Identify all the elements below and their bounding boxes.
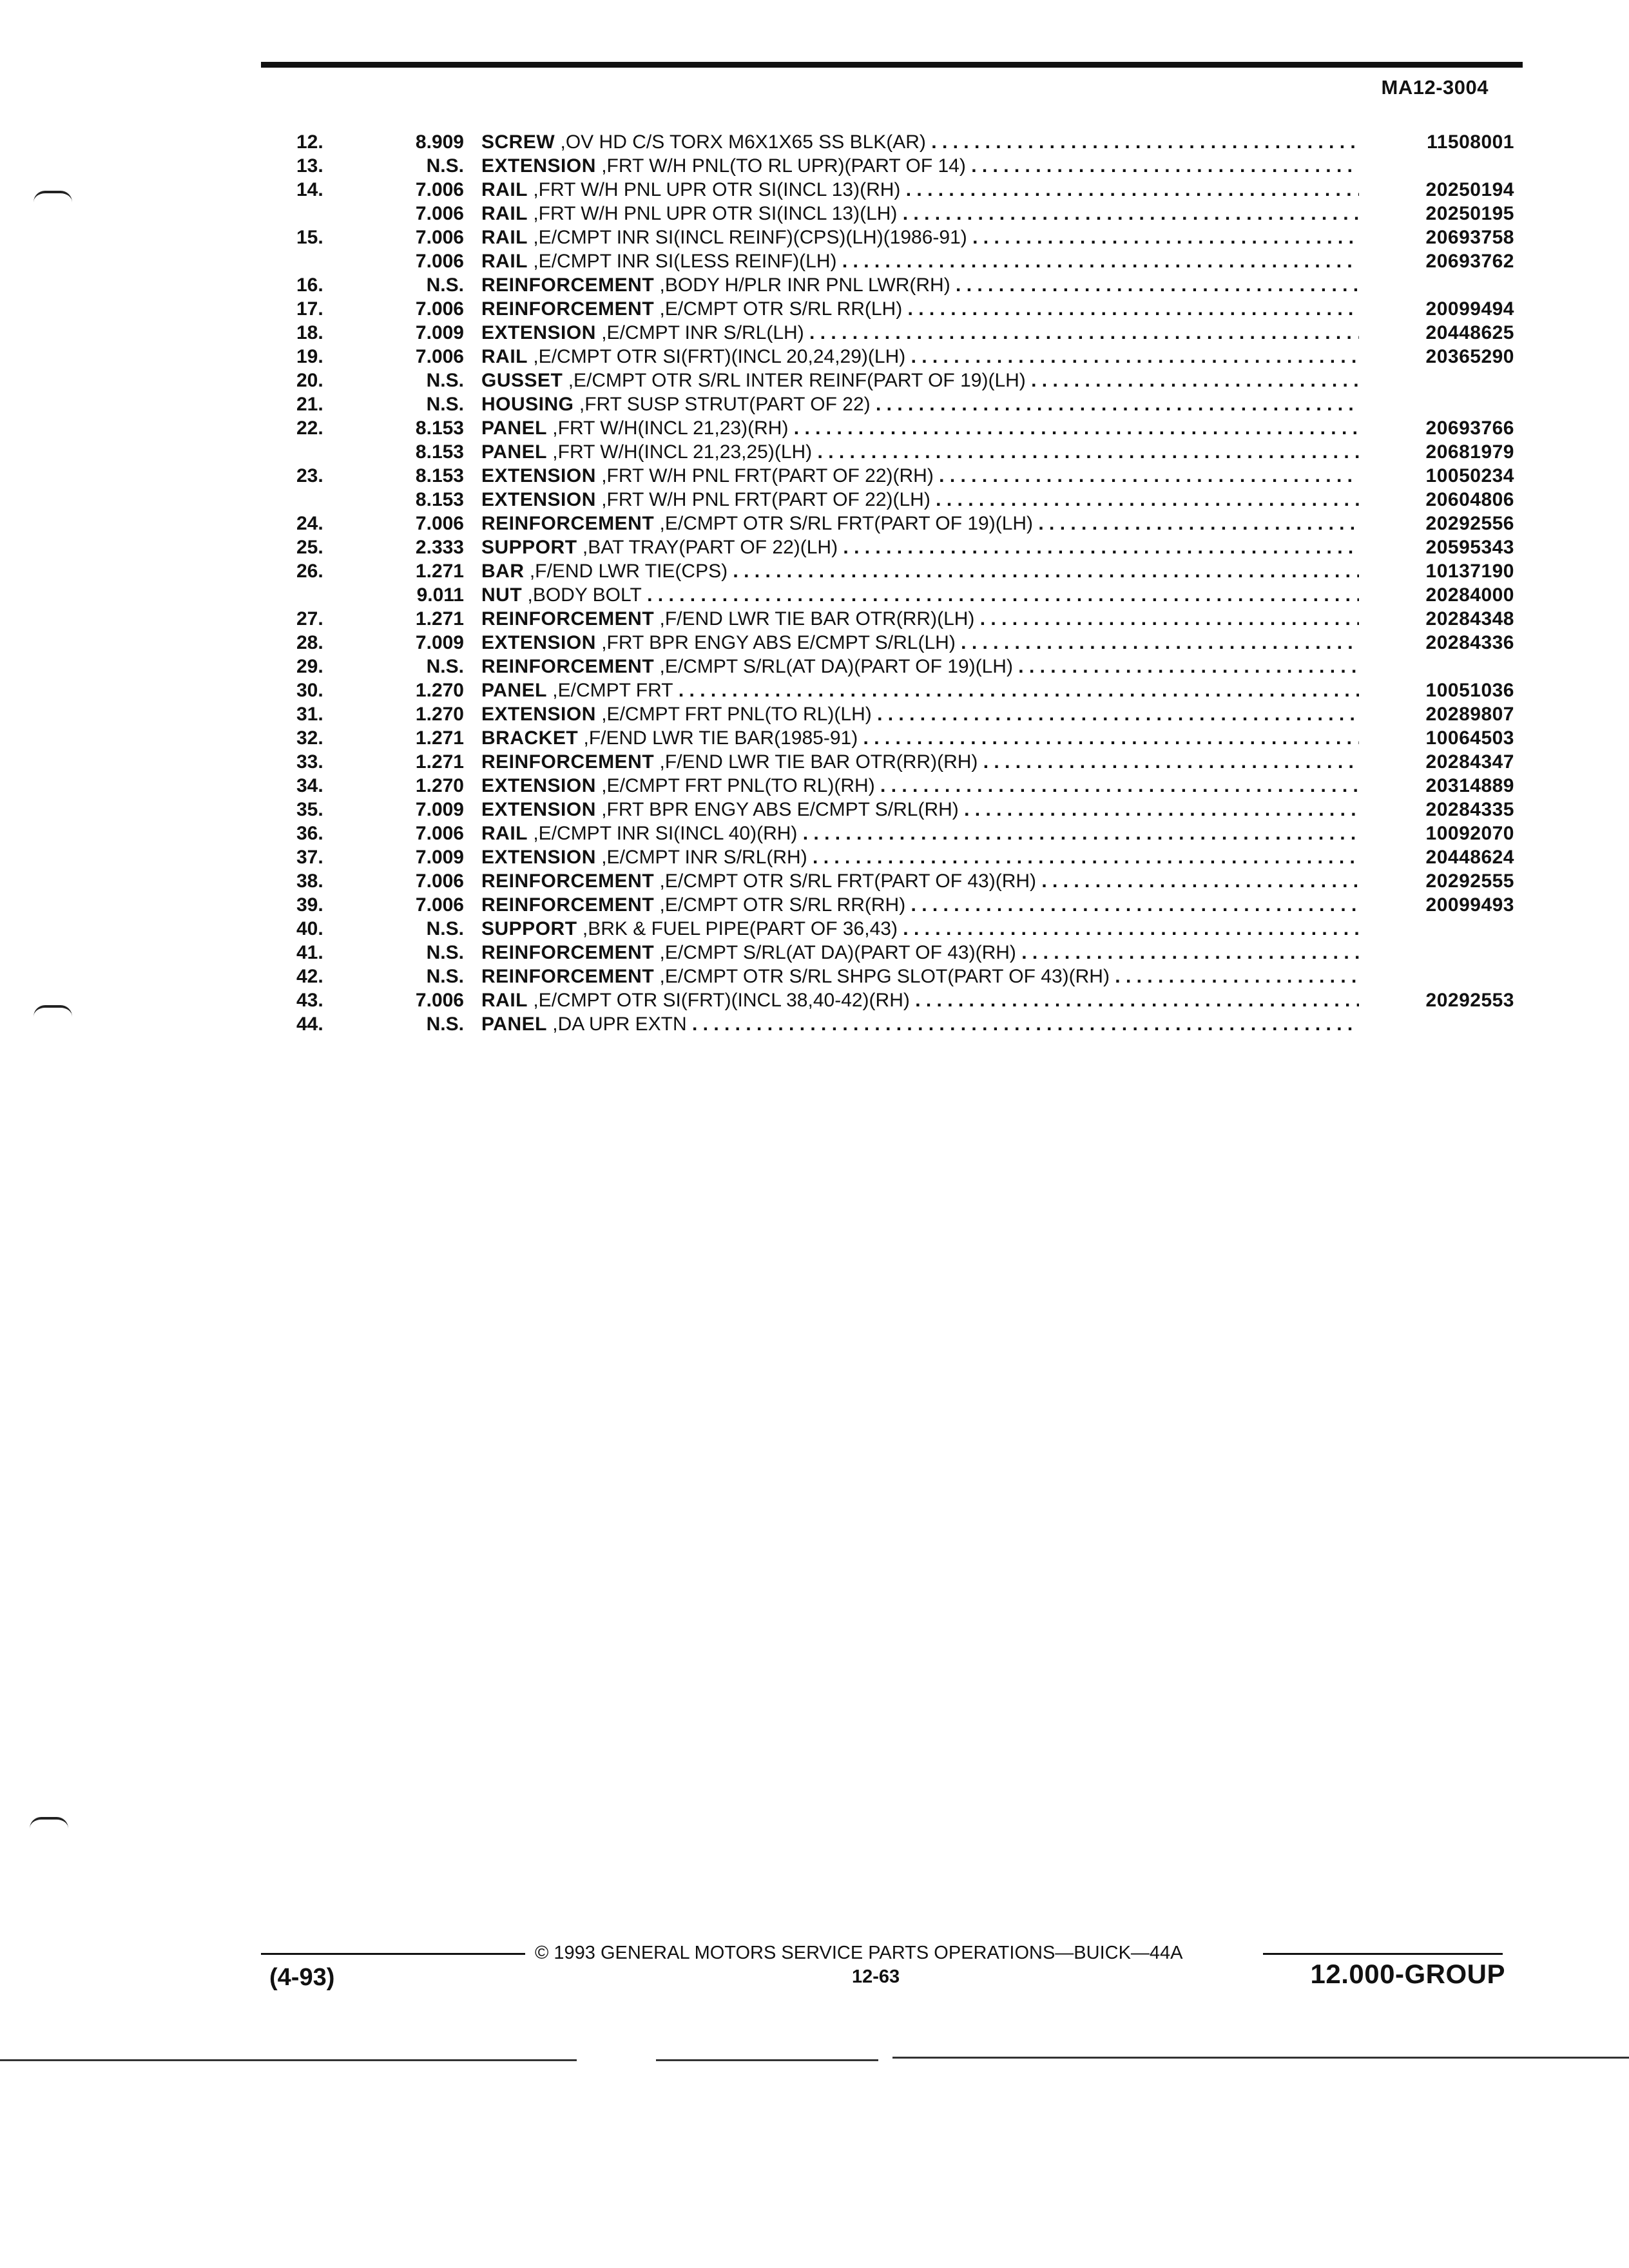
part-description [481, 990, 1359, 1012]
parts-row [296, 537, 1514, 561]
part-description [481, 894, 1359, 916]
part-name: GUSSET [481, 370, 563, 391]
part-qualifier: ,FRT W/H(INCL 21,23)(RH) [552, 418, 789, 439]
part-qualifier: ,BRK & FUEL PIPE(PART OF 36,43) [582, 918, 898, 939]
part-description [481, 155, 1359, 177]
group-number: 7.006 [415, 298, 464, 320]
group-number: 7.006 [415, 251, 464, 272]
part-description [481, 227, 1359, 249]
part-description [481, 656, 1359, 678]
part-description [481, 322, 1359, 344]
part-name: REINFORCEMENT [481, 870, 655, 892]
part-name: EXTENSION [481, 775, 596, 796]
part-description [481, 775, 1359, 797]
part-qualifier: ,FRT W/H(INCL 21,23,25)(LH) [552, 441, 813, 463]
group-number: 7.006 [415, 870, 464, 892]
part-number: 20448625 [1425, 322, 1514, 343]
part-qualifier: ,FRT W/H PNL(TO RL UPR)(PART OF 14) [601, 155, 966, 177]
part-description [481, 918, 1359, 940]
item-number: 18. [296, 322, 323, 343]
item-number: 26. [296, 561, 323, 582]
part-name: PANEL [481, 441, 547, 463]
part-description [481, 251, 1359, 273]
part-number: 20681979 [1425, 441, 1514, 463]
part-qualifier: ,E/CMPT INR SI(INCL 40)(RH) [533, 823, 798, 844]
group-number: 8.153 [415, 465, 464, 486]
part-name: SUPPORT [481, 537, 577, 558]
parts-row [296, 966, 1514, 990]
part-number: 10137190 [1425, 561, 1514, 582]
part-qualifier: ,E/CMPT OTR S/RL SHPG SLOT(PART OF 43)(RH) [659, 966, 1110, 987]
group-number: N.S. [426, 155, 464, 177]
item-number: 38. [296, 870, 323, 892]
parts-row [296, 370, 1514, 394]
parts-row [296, 251, 1514, 274]
part-qualifier: ,BODY H/PLR INR PNL LWR(RH) [659, 274, 950, 296]
part-number: 20693766 [1425, 418, 1514, 439]
parts-row [296, 441, 1514, 465]
group-number: 7.009 [415, 632, 464, 653]
group-number: 7.006 [415, 823, 464, 844]
part-name: REINFORCEMENT [481, 942, 655, 963]
part-name: RAIL [481, 179, 528, 200]
parts-row [296, 870, 1514, 894]
part-qualifier: ,E/CMPT S/RL(AT DA)(PART OF 19)(LH) [659, 656, 1013, 677]
parts-row [296, 394, 1514, 418]
part-qualifier: ,E/CMPT OTR S/RL RR(RH) [659, 894, 906, 916]
part-name: PANEL [481, 680, 547, 701]
part-qualifier: ,E/CMPT INR SI(LESS REINF)(LH) [533, 251, 837, 272]
parts-row [296, 942, 1514, 966]
parts-row [296, 680, 1514, 704]
part-qualifier: ,BODY BOLT [527, 584, 642, 606]
group-number: 1.271 [415, 561, 464, 582]
part-qualifier: ,E/CMPT OTR SI(FRT)(INCL 38,40-42)(RH) [533, 990, 910, 1011]
part-name: RAIL [481, 346, 528, 367]
item-number: 15. [296, 227, 323, 248]
part-number: 20365290 [1425, 346, 1514, 367]
parts-row [296, 155, 1514, 179]
item-number: 43. [296, 990, 323, 1011]
part-name: EXTENSION [481, 322, 596, 343]
group-number: N.S. [426, 274, 464, 296]
scan-line [0, 2059, 577, 2061]
item-number: 40. [296, 918, 323, 939]
item-number: 39. [296, 894, 323, 916]
parts-row [296, 346, 1514, 370]
part-qualifier: ,F/END LWR TIE(CPS) [529, 561, 728, 582]
group-number: 1.271 [415, 608, 464, 629]
group-number: 7.006 [415, 346, 464, 367]
part-qualifier: ,E/CMPT S/RL(AT DA)(PART OF 43)(RH) [659, 942, 1016, 963]
part-name: EXTENSION [481, 489, 596, 510]
part-qualifier: ,F/END LWR TIE BAR(1985-91) [583, 727, 858, 749]
parts-row [296, 990, 1514, 1014]
group-number: 7.006 [415, 894, 464, 916]
parts-row [296, 513, 1514, 537]
item-number: 14. [296, 179, 323, 200]
part-number: 20284000 [1425, 584, 1514, 606]
group-number: 7.006 [415, 990, 464, 1011]
part-description [481, 179, 1359, 201]
part-name: SCREW [481, 131, 555, 153]
parts-row [296, 322, 1514, 346]
part-number: 20604806 [1425, 489, 1514, 510]
part-description [481, 489, 1359, 511]
part-qualifier: ,E/CMPT OTR SI(FRT)(INCL 20,24,29)(LH) [533, 346, 906, 367]
top-rule [261, 62, 1523, 68]
part-number: 20250195 [1425, 203, 1514, 224]
group-number: 1.270 [415, 680, 464, 701]
part-qualifier: ,E/CMPT OTR S/RL FRT(PART OF 19)(LH) [659, 513, 1034, 534]
item-number: 21. [296, 394, 323, 415]
part-number: 20314889 [1425, 775, 1514, 796]
part-description [481, 274, 1359, 296]
part-description [481, 418, 1359, 439]
group-code: 12.000-GROUP [1310, 1959, 1505, 1989]
part-number: 20250194 [1425, 179, 1514, 200]
parts-row [296, 298, 1514, 322]
part-name: EXTENSION [481, 799, 596, 820]
part-description [481, 203, 1359, 225]
parts-row [296, 489, 1514, 513]
part-name: NUT [481, 584, 523, 606]
part-number: 20292553 [1425, 990, 1514, 1011]
group-number: 9.011 [416, 584, 464, 606]
parts-row [296, 632, 1514, 656]
part-name: REINFORCEMENT [481, 894, 655, 916]
parts-row [296, 704, 1514, 727]
part-name: REINFORCEMENT [481, 656, 655, 677]
part-number: 20595343 [1425, 537, 1514, 558]
group-number: N.S. [426, 966, 464, 987]
part-description [481, 537, 1359, 559]
parts-row [296, 179, 1514, 203]
part-qualifier: ,F/END LWR TIE BAR OTR(RR)(RH) [659, 751, 978, 773]
part-qualifier: ,FRT W/H PNL FRT(PART OF 22)(RH) [601, 465, 934, 486]
part-number: 20693758 [1425, 227, 1514, 248]
group-number: 7.006 [415, 203, 464, 224]
part-qualifier: ,E/CMPT OTR S/RL INTER REINF(PART OF 19)(LH) [568, 370, 1026, 391]
item-number: 34. [296, 775, 323, 796]
item-number: 27. [296, 608, 323, 629]
part-description [481, 727, 1359, 749]
item-number: 35. [296, 799, 323, 820]
parts-row [296, 751, 1514, 775]
part-number: 10050234 [1425, 465, 1514, 486]
scan-line [656, 2059, 878, 2061]
part-qualifier: ,FRT BPR ENGY ABS E/CMPT S/RL(RH) [601, 799, 959, 820]
group-number: N.S. [426, 656, 464, 677]
parts-row [296, 823, 1514, 847]
part-qualifier: ,E/CMPT FRT [552, 680, 673, 701]
part-qualifier: ,E/CMPT FRT PNL(TO RL)(RH) [601, 775, 875, 796]
copyright-notice: © 1993 GENERAL MOTORS SERVICE PARTS OPERATIONS—BUICK—44A [535, 1943, 1183, 1963]
part-description [481, 751, 1359, 773]
parts-row [296, 656, 1514, 680]
part-name: REINFORCEMENT [481, 966, 655, 987]
item-number: 36. [296, 823, 323, 844]
part-qualifier: ,OV HD C/S TORX M6X1X65 SS BLK(AR) [560, 131, 926, 153]
parts-row [296, 203, 1514, 227]
part-description [481, 298, 1359, 320]
item-number: 29. [296, 656, 323, 677]
parts-row [296, 465, 1514, 489]
part-number: 10051036 [1425, 680, 1514, 701]
part-number: 20284348 [1425, 608, 1514, 629]
part-name: REINFORCEMENT [481, 274, 655, 296]
part-description [481, 942, 1359, 964]
parts-row [296, 608, 1514, 632]
parts-row [296, 918, 1514, 942]
part-qualifier: ,DA UPR EXTN [552, 1014, 687, 1035]
part-qualifier: ,E/CMPT FRT PNL(TO RL)(LH) [601, 704, 872, 725]
part-number: 20448624 [1425, 847, 1514, 868]
part-number: 20099493 [1425, 894, 1514, 916]
item-number: 12. [296, 131, 323, 153]
item-number: 17. [296, 298, 323, 320]
group-number: 2.333 [415, 537, 464, 558]
part-qualifier: ,FRT W/H PNL UPR OTR SI(INCL 13)(RH) [533, 179, 901, 200]
group-number: 8.153 [415, 489, 464, 510]
item-number: 22. [296, 418, 323, 439]
part-description [481, 966, 1359, 988]
footer-rule-right [1263, 1953, 1503, 1955]
part-number: 10092070 [1425, 823, 1514, 844]
part-name: RAIL [481, 990, 528, 1011]
document-code: MA12-3004 [1381, 76, 1489, 99]
part-name: EXTENSION [481, 847, 596, 868]
parts-list [296, 131, 1514, 1037]
part-qualifier: ,FRT W/H PNL FRT(PART OF 22)(LH) [601, 489, 930, 510]
part-name: BRACKET [481, 727, 579, 749]
group-number: 1.270 [415, 775, 464, 796]
group-number: 8.153 [415, 418, 464, 439]
item-number: 41. [296, 942, 323, 963]
parts-row [296, 1014, 1514, 1037]
part-description [481, 370, 1359, 392]
parts-row [296, 584, 1514, 608]
part-description [481, 131, 1359, 153]
page-number: 12-63 [852, 1966, 900, 1987]
item-number: 13. [296, 155, 323, 177]
margin-mark [34, 191, 72, 202]
part-qualifier: ,E/CMPT INR SI(INCL REINF)(CPS)(LH)(1986-91) [533, 227, 967, 248]
item-number: 23. [296, 465, 323, 486]
part-description [481, 561, 1359, 582]
part-name: SUPPORT [481, 918, 577, 939]
item-number: 24. [296, 513, 323, 534]
part-name: EXTENSION [481, 632, 596, 653]
part-description [481, 823, 1359, 845]
parts-row [296, 799, 1514, 823]
item-number: 19. [296, 346, 323, 367]
part-description [481, 465, 1359, 487]
part-description [481, 608, 1359, 630]
parts-row [296, 227, 1514, 251]
item-number: 16. [296, 274, 323, 296]
part-number: 20292556 [1425, 513, 1514, 534]
group-number: N.S. [426, 370, 464, 391]
item-number: 44. [296, 1014, 323, 1035]
part-number: 10064503 [1425, 727, 1514, 749]
margin-mark [30, 1817, 68, 1829]
footer-rule-left [261, 1953, 525, 1955]
part-name: RAIL [481, 227, 528, 248]
part-number: 20284347 [1425, 751, 1514, 773]
parts-row [296, 274, 1514, 298]
group-number: N.S. [426, 942, 464, 963]
part-description [481, 346, 1359, 368]
part-qualifier: ,FRT SUSP STRUT(PART OF 22) [579, 394, 871, 415]
part-description [481, 870, 1359, 892]
group-number: 8.909 [415, 131, 464, 153]
group-number: 7.009 [415, 847, 464, 868]
part-name: RAIL [481, 251, 528, 272]
part-name: EXTENSION [481, 704, 596, 725]
group-number: 7.006 [415, 227, 464, 248]
group-number: 7.006 [415, 179, 464, 200]
parts-row [296, 847, 1514, 870]
parts-row [296, 561, 1514, 584]
item-number: 42. [296, 966, 323, 987]
part-number: 20284335 [1425, 799, 1514, 820]
part-qualifier: ,FRT BPR ENGY ABS E/CMPT S/RL(LH) [601, 632, 956, 653]
part-qualifier: ,E/CMPT INR S/RL(RH) [601, 847, 807, 868]
parts-row [296, 418, 1514, 441]
date-code: (4-93) [269, 1964, 335, 1991]
part-name: EXTENSION [481, 155, 596, 177]
part-name: RAIL [481, 203, 528, 224]
part-name: BAR [481, 561, 525, 582]
part-qualifier: ,FRT W/H PNL UPR OTR SI(INCL 13)(LH) [533, 203, 898, 224]
part-name: HOUSING [481, 394, 574, 415]
parts-row [296, 131, 1514, 155]
item-number: 32. [296, 727, 323, 749]
item-number: 31. [296, 704, 323, 725]
part-name: RAIL [481, 823, 528, 844]
group-number: N.S. [426, 918, 464, 939]
part-qualifier: ,BAT TRAY(PART OF 22)(LH) [582, 537, 838, 558]
item-number: 30. [296, 680, 323, 701]
part-description [481, 394, 1359, 416]
group-number: 1.271 [415, 751, 464, 773]
part-name: EXTENSION [481, 465, 596, 486]
group-number: N.S. [426, 394, 464, 415]
part-description [481, 441, 1359, 463]
margin-mark [34, 1005, 72, 1017]
part-number: 11508001 [1427, 131, 1514, 153]
parts-row [296, 727, 1514, 751]
part-number: 20292555 [1425, 870, 1514, 892]
part-name: REINFORCEMENT [481, 298, 655, 320]
item-number: 37. [296, 847, 323, 868]
part-description [481, 680, 1359, 702]
item-number: 33. [296, 751, 323, 773]
part-name: PANEL [481, 1014, 547, 1035]
part-qualifier: ,E/CMPT OTR S/RL FRT(PART OF 43)(RH) [659, 870, 1037, 892]
part-name: PANEL [481, 418, 547, 439]
part-name: REINFORCEMENT [481, 751, 655, 773]
item-number: 20. [296, 370, 323, 391]
parts-row [296, 775, 1514, 799]
part-qualifier: ,F/END LWR TIE BAR OTR(RR)(LH) [659, 608, 975, 629]
part-description [481, 799, 1359, 821]
item-number: 25. [296, 537, 323, 558]
part-name: REINFORCEMENT [481, 608, 655, 629]
part-description [481, 847, 1359, 869]
part-description [481, 584, 1359, 606]
item-number: 28. [296, 632, 323, 653]
part-description [481, 1014, 1359, 1035]
part-qualifier: ,E/CMPT INR S/RL(LH) [601, 322, 804, 343]
part-name: REINFORCEMENT [481, 513, 655, 534]
group-number: 8.153 [415, 441, 464, 463]
group-number: N.S. [426, 1014, 464, 1035]
group-number: 1.270 [415, 704, 464, 725]
group-number: 1.271 [415, 727, 464, 749]
part-qualifier: ,E/CMPT OTR S/RL RR(LH) [659, 298, 903, 320]
part-description [481, 704, 1359, 726]
group-number: 7.009 [415, 322, 464, 343]
part-number: 20099494 [1425, 298, 1514, 320]
part-description [481, 513, 1359, 535]
part-number: 20284336 [1425, 632, 1514, 653]
scan-line [892, 2057, 1629, 2059]
part-number: 20693762 [1425, 251, 1514, 272]
part-number: 20289807 [1425, 704, 1514, 725]
part-description [481, 632, 1359, 654]
group-number: 7.009 [415, 799, 464, 820]
parts-row [296, 894, 1514, 918]
group-number: 7.006 [415, 513, 464, 534]
